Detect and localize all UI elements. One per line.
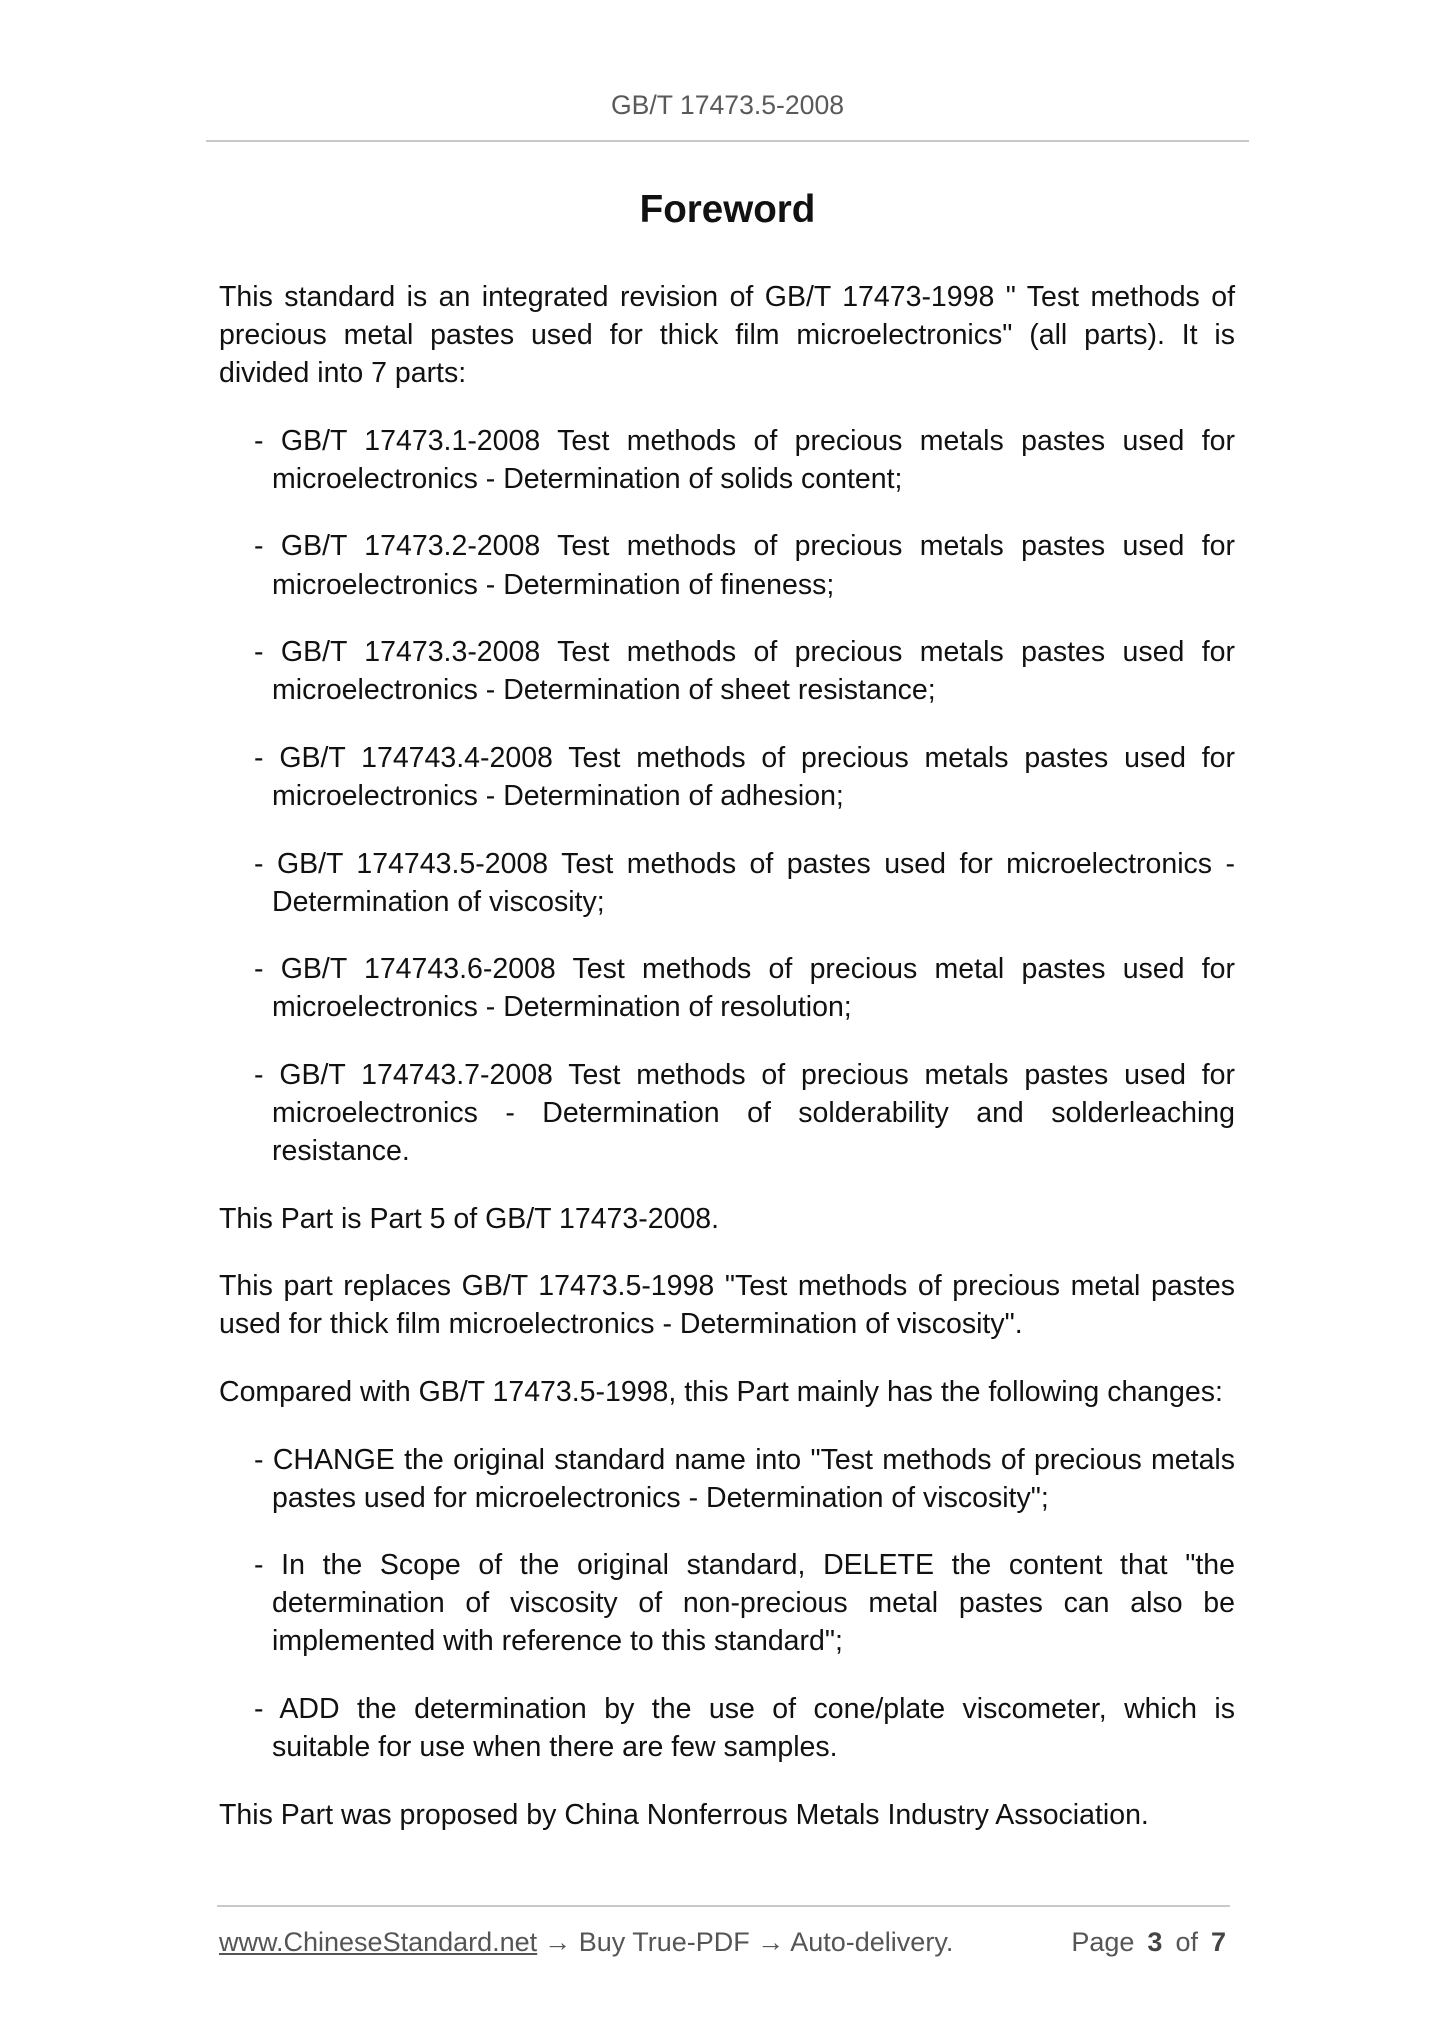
change-line: suitable for use when there are few samples. bbox=[272, 1731, 838, 1764]
paragraph-line: This Part is Part 5 of GB/T 17473-2008. bbox=[219, 1202, 720, 1235]
change-line: - In the Scope of the original standard, DELETE the content that "the bbox=[254, 1549, 1235, 1582]
change-item bbox=[219, 1546, 1235, 1660]
paragraph-line: Compared with GB/T 17473.5-1998, this Part mainly has the following changes: bbox=[219, 1375, 1223, 1408]
footer-tagline: → Buy True-PDF → Auto-delivery. bbox=[544, 1927, 954, 1957]
part-line: - GB/T 17473.3-2008 Test methods of precious metals pastes used for bbox=[254, 636, 1235, 669]
part-line: - GB/T 17473.2-2008 Test methods of precious metals pastes used for bbox=[254, 530, 1235, 563]
current-page-number: 3 bbox=[1147, 1927, 1163, 1957]
intro-paragraph bbox=[219, 278, 1235, 392]
part-line: - GB/T 174743.7-2008 Test methods of precious metals pastes used for bbox=[254, 1058, 1235, 1091]
footer-promo bbox=[219, 1924, 953, 1960]
paragraph-line: used for thick film microelectronics - Determination of viscosity". bbox=[219, 1308, 1023, 1341]
part-line: - GB/T 17473.1-2008 Test methods of precious metals pastes used for bbox=[254, 424, 1235, 457]
part-item bbox=[219, 845, 1235, 921]
part-item bbox=[219, 527, 1235, 603]
part-line: microelectronics - Determination of adhesion; bbox=[272, 779, 844, 812]
page-label: Page bbox=[1071, 1927, 1135, 1957]
part-item bbox=[219, 422, 1235, 498]
part-line: resistance. bbox=[272, 1135, 410, 1168]
paragraph-line: This standard is an integrated revision of GB/T 17473-1998 " Test methods of bbox=[219, 281, 1235, 313]
change-item bbox=[219, 1441, 1235, 1517]
part-item bbox=[219, 739, 1235, 815]
compared-paragraph bbox=[219, 1373, 1235, 1411]
foreword-body bbox=[219, 278, 1235, 1834]
part-line: Determination of viscosity; bbox=[272, 885, 605, 918]
part-line: - GB/T 174743.5-2008 Test methods of pastes used for microelectronics - bbox=[254, 847, 1235, 880]
part-item bbox=[219, 633, 1235, 709]
part-line: microelectronics - Determination of fineness; bbox=[272, 568, 835, 601]
part-line: - GB/T 174743.4-2008 Test methods of precious metals pastes used for bbox=[254, 741, 1235, 774]
paragraph-line: divided into 7 parts: bbox=[219, 357, 467, 390]
change-line: implemented with reference to this standard"; bbox=[272, 1625, 843, 1658]
header-divider bbox=[206, 140, 1249, 142]
part-line: microelectronics - Determination of solderability and solderleaching bbox=[272, 1097, 1235, 1129]
part-line: microelectronics - Determination of solids content; bbox=[272, 462, 903, 495]
page-footer bbox=[219, 1924, 1226, 1960]
change-line: pastes used for microelectronics - Determination of viscosity"; bbox=[272, 1481, 1049, 1514]
replaces-paragraph bbox=[219, 1267, 1235, 1343]
part-of-paragraph bbox=[219, 1200, 1235, 1238]
part-line: - GB/T 174743.6-2008 Test methods of precious metal pastes used for bbox=[254, 953, 1235, 986]
paragraph-line: This Part was proposed by China Nonferrous Metals Industry Association. bbox=[219, 1798, 1149, 1831]
change-line: - CHANGE the original standard name into "Test methods of precious metals bbox=[254, 1443, 1235, 1476]
paragraph-line: This part replaces GB/T 17473.5-1998 "Test methods of precious metal pastes bbox=[219, 1270, 1235, 1303]
change-item bbox=[219, 1690, 1235, 1766]
part-line: microelectronics - Determination of resolution; bbox=[272, 991, 852, 1024]
proposed-paragraph bbox=[219, 1796, 1235, 1834]
chinesestandard-link[interactable]: www.ChineseStandard.net bbox=[219, 1927, 538, 1957]
change-line: - ADD the determination by the use of cone/plate viscometer, which is bbox=[254, 1693, 1235, 1726]
change-line: determination of viscosity of non-precious metal pastes can also be bbox=[272, 1587, 1235, 1620]
page-indicator bbox=[1071, 1924, 1226, 1960]
running-header: GB/T 17473.5-2008 bbox=[610, 90, 845, 120]
part-item bbox=[219, 950, 1235, 1026]
part-line: microelectronics - Determination of sheet resistance; bbox=[272, 674, 936, 707]
footer-divider bbox=[217, 1905, 1230, 1907]
paragraph-line: precious metal pastes used for thick film microelectronics" (all parts). It is bbox=[219, 319, 1235, 352]
total-pages-number: 7 bbox=[1210, 1927, 1226, 1957]
part-item bbox=[219, 1056, 1235, 1170]
page-of-label: of bbox=[1175, 1927, 1198, 1957]
page-title: Foreword bbox=[639, 188, 816, 231]
